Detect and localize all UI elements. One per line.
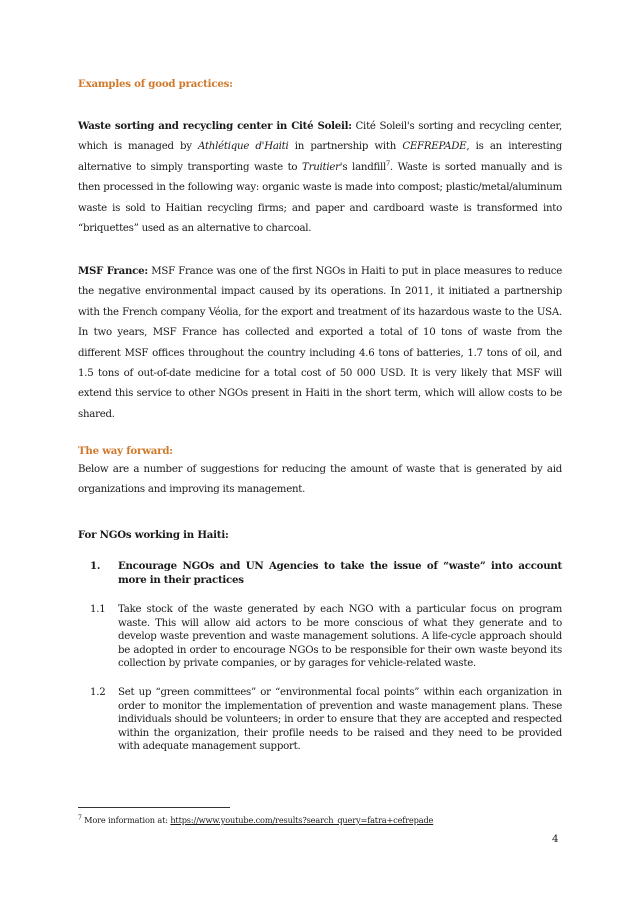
- list-item: 1.2 Set up “green committees” or “environmental focal points” within each organization in order to monitor the implementation of prevention and waste management plans. These individuals should be volunteers; in order to ensure that they are accepted and respected within the organization, their profile needs to be raised and they need to be provided with adequate management support.: [90, 687, 562, 753]
- page-number: 4: [552, 834, 559, 845]
- list-item: 1.1 Take stock of the waste generated by each NGO with a particular focus on program waste. This will allow aid actors to be more conscious of what they generate and to develop waste prevention and waste management solutions. A life-cycle approach should be adopted in order to encourage NGOs to be responsible for their own waste beyond its collection by private companies, or by garages for vehicle-related waste.: [90, 604, 562, 670]
- paragraph-lead: MSF France:: [78, 265, 148, 277]
- heading-way-forward: The way forward:: [78, 445, 173, 457]
- paragraph-suggestions: Below are a number of suggestions for reducing the amount of waste that is generated by aid organizations and improving its management.: [78, 464, 562, 496]
- footnote-link[interactable]: https://www.youtube.com/results?search_query=fatra+cefrepade: [170, 815, 434, 825]
- footnote: $^7$ More information at: https://www.youtube.com/results?search_query=fatra+cefrepade: [78, 814, 434, 825]
- footnote-ref: 7: [386, 159, 390, 168]
- heading-ngos: For NGOs working in Haiti:: [78, 529, 229, 541]
- footnote-divider: [78, 807, 230, 808]
- paragraph-msf-france: MSF France: MSF France was one of the first NGOs in Haiti to put in place measures to reduce the negative environmental impact caused by its operations. In 2011, it initiated a partnership with the French company Véolia, for the export and treatment of its hazardous waste to the USA. In two years, MSF France has collected and exported a total of 10 tons of waste from the different MSF offices throughout the country including 4.6 tons of batteries, 1.7 tons of oil, and 1.5 tons of out-of-date medicine for a total cost of 50 000 USD. It is very likely that MSF will extend this service to other NGOs present in Haiti in the short term, which will allow costs to be shared.: [78, 265, 562, 420]
- paragraph-cite-soleil: Waste sorting and recycling center in Cité Soleil: Cité Soleil's sorting and recycling center, which is managed by Athlétique d'Haiti in partnership with CEFREPADE, is an interesting alternative to simply transporting waste to Truitier's landfill$^7$. Waste is sorted manually and is then processed in the following way: organic waste is made into compost; plastic/metal/aluminum waste is sold to Haitian recycling firms; and paper and cardboard waste is transformed into “briquettes” used as an alternative to charcoal.: [78, 120, 562, 235]
- heading-examples: Examples of good practices:: [78, 78, 233, 90]
- list-item: 1. Encourage NGOs and UN Agencies to take the issue of “waste” into account more in their practices: [90, 560, 562, 586]
- paragraph-lead: Waste sorting and recycling center in Cité Soleil:: [78, 120, 352, 132]
